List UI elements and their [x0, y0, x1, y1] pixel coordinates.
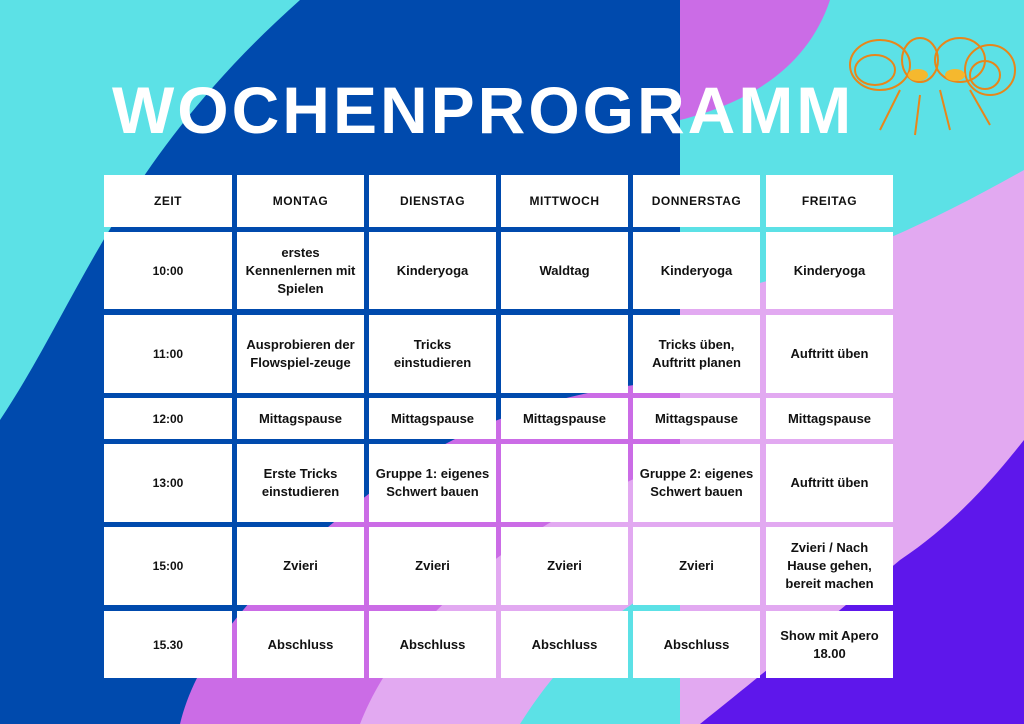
column-header: MONTAG: [237, 175, 364, 227]
activity-cell: Mittagspause: [369, 398, 496, 439]
activity-cell: Abschluss: [501, 611, 628, 678]
activity-cell: Zvieri / Nach Hause gehen, bereit machen: [766, 527, 893, 605]
activity-cell: Kinderyoga: [766, 232, 893, 309]
activity-cell: Zvieri: [237, 527, 364, 605]
column-header: MITTWOCH: [501, 175, 628, 227]
activity-cell: [501, 315, 628, 393]
activity-cell: Tricks einstudieren: [369, 315, 496, 393]
activity-cell: Erste Tricks einstudieren: [237, 444, 364, 522]
activity-cell: Mittagspause: [766, 398, 893, 439]
time-cell: 13:00: [104, 444, 232, 522]
activity-cell: Mittagspause: [633, 398, 760, 439]
activity-cell: Auftritt üben: [766, 444, 893, 522]
activity-cell: Mittagspause: [501, 398, 628, 439]
activity-cell: Kinderyoga: [633, 232, 760, 309]
activity-cell: Mittagspause: [237, 398, 364, 439]
time-cell: 11:00: [104, 315, 232, 393]
activity-cell: Gruppe 1: eigenes Schwert bauen: [369, 444, 496, 522]
column-header: ZEIT: [104, 175, 232, 227]
time-cell: 12:00: [104, 398, 232, 439]
activity-cell: Zvieri: [633, 527, 760, 605]
activity-cell: Abschluss: [369, 611, 496, 678]
activity-cell: Zvieri: [501, 527, 628, 605]
fire-swirl-logo: [840, 20, 1020, 140]
activity-cell: Zvieri: [369, 527, 496, 605]
activity-cell: Waldtag: [501, 232, 628, 309]
activity-cell: Gruppe 2: eigenes Schwert bauen: [633, 444, 760, 522]
activity-cell: Abschluss: [633, 611, 760, 678]
activity-cell: Abschluss: [237, 611, 364, 678]
activity-cell: Kinderyoga: [369, 232, 496, 309]
activity-cell: Ausprobieren der Flowspiel-zeuge: [237, 315, 364, 393]
activity-cell: Auftritt üben: [766, 315, 893, 393]
column-header: DIENSTAG: [369, 175, 496, 227]
time-cell: 15.30: [104, 611, 232, 678]
activity-cell: erstes Kennenlernen mit Spielen: [237, 232, 364, 309]
page-title: WOCHENPROGRAMM: [112, 73, 855, 147]
activity-cell: Tricks üben, Auftritt planen: [633, 315, 760, 393]
column-header: FREITAG: [766, 175, 893, 227]
column-header: DONNERSTAG: [633, 175, 760, 227]
activity-cell: Show mit Apero 18.00: [766, 611, 893, 678]
time-cell: 15:00: [104, 527, 232, 605]
activity-cell: [501, 444, 628, 522]
time-cell: 10:00: [104, 232, 232, 309]
